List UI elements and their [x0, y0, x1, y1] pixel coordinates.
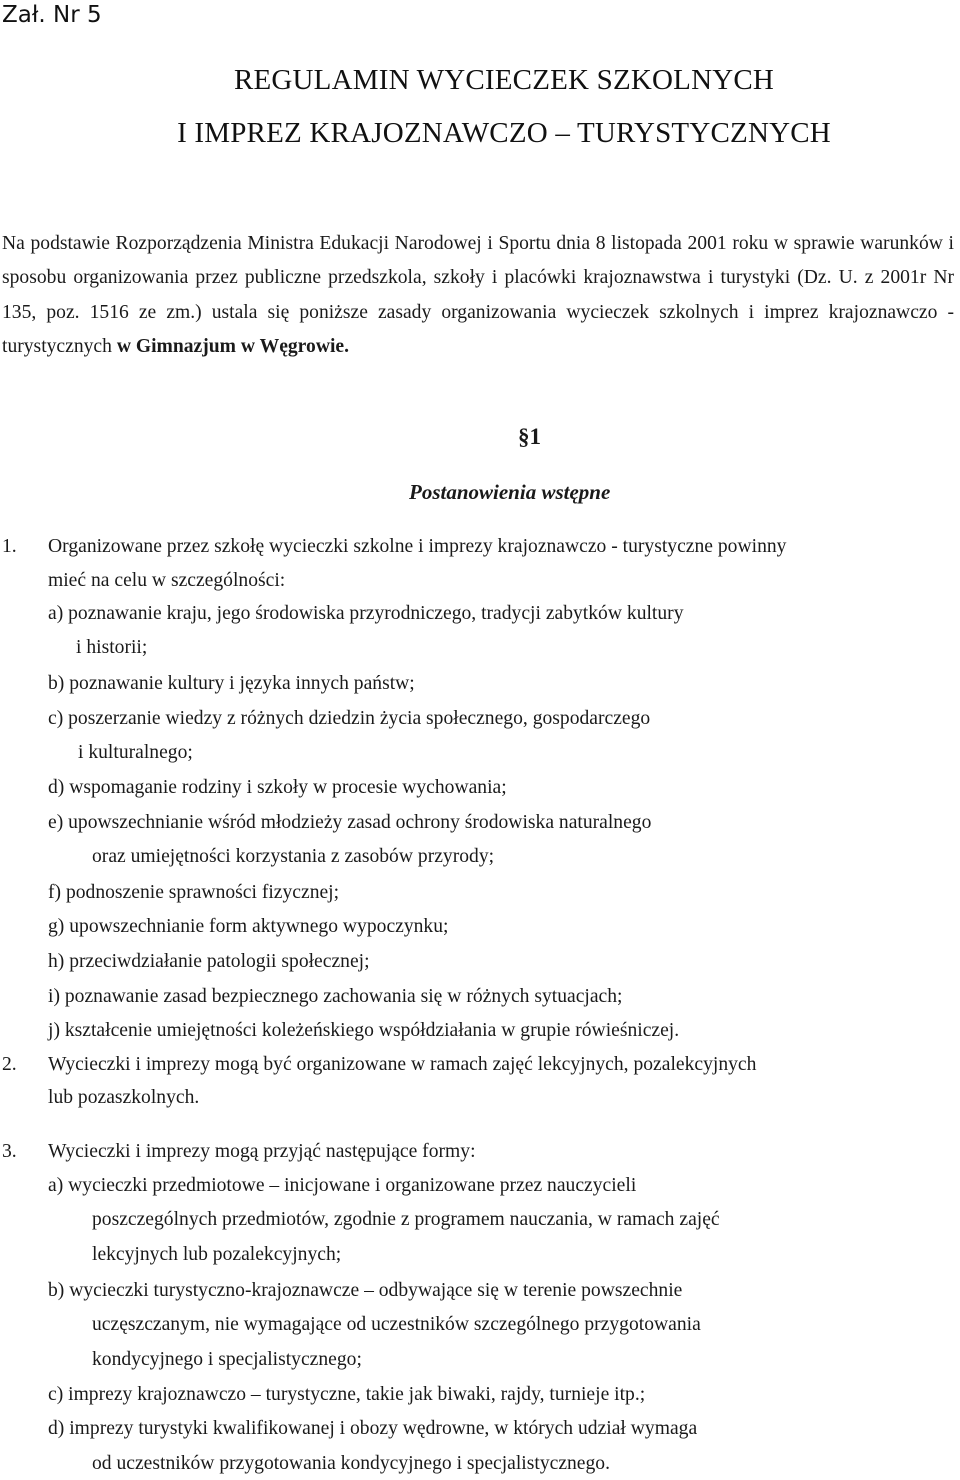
point-1-item-e: e) upowszechnianie wśród młodzieży zasad ochrony środowiska naturalnego [48, 812, 652, 833]
intro-school-name: w Gimnazjum w Węgrowie. [116, 336, 350, 358]
point-3-item-a-cont-2: lekcyjnych lub pozalekcyjnych; [92, 1244, 342, 1265]
point-1-item-a-cont: i historii; [76, 637, 148, 658]
point-3-line-1: Wycieczki i imprezy mogą przyjąć następujące formy: [48, 1141, 476, 1162]
point-3-item-a-cont-1: poszczególnych przedmiotów, zgodnie z programem nauczania, w ramach zajęć [92, 1209, 720, 1230]
point-3-item-d-cont: od uczestników przygotowania kondycyjnego i specjalistycznego. [92, 1453, 611, 1474]
document-title-line-2: I IMPREZ KRAJOZNAWCZO – TURYSTYCZNYCH [177, 117, 831, 149]
section-sign: §1 [518, 424, 541, 449]
point-1-item-d: d) wspomaganie rodziny i szkoły w procesie wychowania; [48, 777, 507, 798]
point-1-item-j: j) kształcenie umiejętności koleżeńskiego współdziałania w grupie rówieśniczej. [48, 1020, 680, 1041]
point-1-item-c: c) poszerzanie wiedzy z różnych dziedzin życia społecznego, gospodarczego [48, 708, 651, 729]
point-3-item-b: b) wycieczki turystyczno-krajoznawcze – odbywające się w terenie powszechnie [48, 1280, 683, 1301]
intro-text: Na podstawie Rozporządzenia Ministra Edukacji Narodowej i Sportu dnia 8 listopada 2001 roku w sprawie warunków i sposobu organizowania przez publiczne przedszkola, szkoły i placówki krajoznawstwa i turystyki (Dz. U. z 2001r Nr 135, poz. 1516 ze zm.) ustala się poniższe zasady organizowania wycieczek szkolnych i imprez krajoznawczo - turystycznych [2, 233, 954, 358]
point-2-line-1: Wycieczki i imprezy mogą być organizowane w ramach zajęć lekcyjnych, pozalekcyjnych [48, 1054, 757, 1075]
point-1-item-i: i) poznawanie zasad bezpiecznego zachowania się w różnych sytuacjach; [48, 986, 623, 1007]
point-1-line-2: mieć na celu w szczególności: [48, 570, 286, 591]
section-heading: Postanowienia wstępne [409, 480, 611, 504]
point-1-item-e-cont: oraz umiejętności korzystania z zasobów przyrody; [92, 846, 495, 867]
point-1-item-f: f) podnoszenie sprawności fizycznej; [48, 882, 340, 903]
point-3-item-b-cont-2: kondycyjnego i specjalistycznego; [92, 1349, 362, 1370]
annex-label: Zał. Nr 5 [2, 2, 102, 28]
point-1-item-g: g) upowszechnianie form aktywnego wypoczynku; [48, 916, 449, 937]
point-3-item-b-cont-1: uczęszczanym, nie wymagające od uczestników szczególnego przygotowania [92, 1314, 701, 1335]
point-1-item-h: h) przeciwdziałanie patologii społecznej; [48, 951, 370, 972]
intro-paragraph [2, 227, 954, 365]
point-1-line-1: Organizowane przez szkołę wycieczki szkolne i imprezy krajoznawczo - turystyczne powinny [48, 536, 787, 557]
point-1-item-a: a) poznawanie kraju, jego środowiska przyrodniczego, tradycji zabytków kultury [48, 603, 684, 624]
document-title-line-1: REGULAMIN WYCIECZEK SZKOLNYCH [233, 64, 775, 96]
point-3-item-c: c) imprezy krajoznawczo – turystyczne, takie jak biwaki, rajdy, turnieje itp.; [48, 1384, 646, 1405]
point-2-line-2: lub pozaszkolnych. [48, 1087, 200, 1108]
point-2-number: 2. [2, 1054, 17, 1075]
point-3-item-d: d) imprezy turystyki kwalifikowanej i obozy wędrowne, w których udział wymaga [48, 1418, 698, 1439]
point-3-number: 3. [2, 1141, 17, 1162]
point-1-number: 1. [2, 536, 17, 557]
point-1-item-c-cont: i kulturalnego; [78, 742, 193, 763]
point-1-item-b: b) poznawanie kultury i języka innych państw; [48, 673, 415, 694]
point-3-item-a: a) wycieczki przedmiotowe – inicjowane i organizowane przez nauczycieli [48, 1175, 637, 1196]
